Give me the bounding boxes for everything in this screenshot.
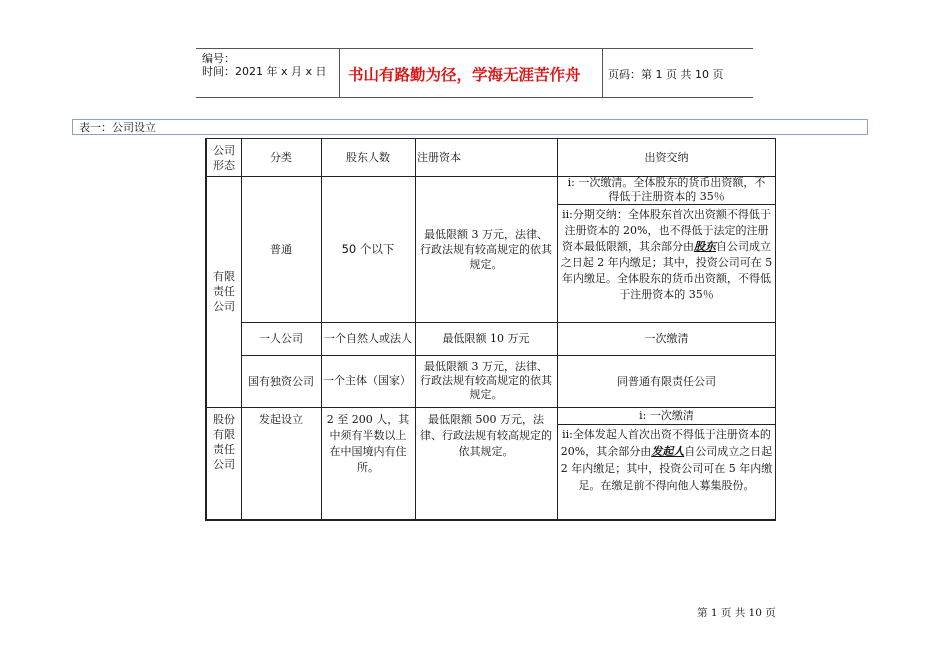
single-capital: 最低限额 10 万元 — [442, 332, 530, 345]
state-contribution: 同普通有限责任公司 — [617, 374, 716, 388]
header-meta — [196, 49, 339, 97]
header-divider — [602, 49, 603, 97]
single-shareholders: 一个自然人或法人 — [324, 331, 412, 345]
llc-form: 有限责任公司 — [213, 270, 235, 313]
single-category: 一人公司 — [259, 332, 303, 345]
installment-text: ii:全体发起人首次出资不得低于注册资本的 20%，其余部分由 — [560, 428, 771, 458]
header-category: 分类 — [270, 151, 292, 164]
state-category: 国有独资公司 — [248, 374, 314, 388]
jsc-form: 股份有限责任公司 — [213, 413, 235, 471]
ordinary-capital: 最低限额 3 万元，法律、行政法规有较高规定的依其规定。 — [420, 227, 552, 271]
document-number-label: 编号： — [202, 52, 235, 65]
ordinary-shareholders: 50 个以下 — [341, 241, 395, 256]
document-time-label: 时间：2021 年 x 月 x 日 — [202, 65, 327, 78]
ordinary-contribution-installment — [557, 204, 776, 322]
header-contribution: 出资交纳 — [644, 151, 689, 164]
header-motto: 书山有路勤为径，学海无涯苦作舟 — [348, 66, 581, 84]
header-capital: 注册资本 — [417, 151, 461, 164]
header-form: 公司形态 — [213, 143, 235, 172]
table-caption: 表一：公司设立 — [72, 119, 868, 135]
jsc-category: 发起设立 — [259, 413, 303, 426]
company-setup-table — [205, 138, 776, 521]
installment-emphasis: 股东 — [694, 240, 716, 253]
state-shareholders: 一个主体（国家） — [323, 374, 411, 387]
jsc-capital: 最低限额 500 万元，法律、行政法规有较高规定的依其规定。 — [420, 413, 552, 458]
jsc-contribution-lump: i: 一次缴清 — [639, 409, 694, 422]
ordinary-contribution-lump: i: 一次缴清。全体股东的货币出资额，不得低于注册资本的 35％ — [567, 176, 766, 203]
ordinary-category: 普通 — [270, 242, 292, 256]
installment-emphasis: 发起人 — [651, 445, 685, 458]
installment-text: 自公司成立之日起 2 年内缴足；其中，投资公司可在 5 年内缴足。全体股东的货币出资额，不得低于注册资本的 35％ — [560, 240, 773, 301]
header-page-label: 页码：第 1 页 共 10 页 — [608, 68, 724, 81]
installment-text: 自公司成立之日起 2 年内缴足；其中，投资公司可在 5 年内缴足。在缴足前不得向他人募集股份。 — [560, 445, 773, 492]
jsc-contribution-installment — [557, 424, 776, 519]
header-shareholders: 股东人数 — [346, 151, 390, 164]
page-footer: 第 1 页 共 10 页 — [697, 607, 776, 619]
header-divider — [339, 49, 340, 97]
jsc-shareholders: 2 至 200 人，其中须有半数以上在中国境内有住所。 — [326, 413, 410, 474]
page-header — [196, 48, 753, 98]
single-contribution: 一次缴清 — [644, 332, 689, 345]
state-capital: 最低限额 3 万元，法律、行政法规有较高规定的依其规定。 — [420, 360, 552, 401]
installment-text: ii:分期交纳：全体股东首次出资额不得低于注册资本的 20%，也不得低于法定的注册资本最低限额，其余部分由 — [562, 208, 771, 253]
